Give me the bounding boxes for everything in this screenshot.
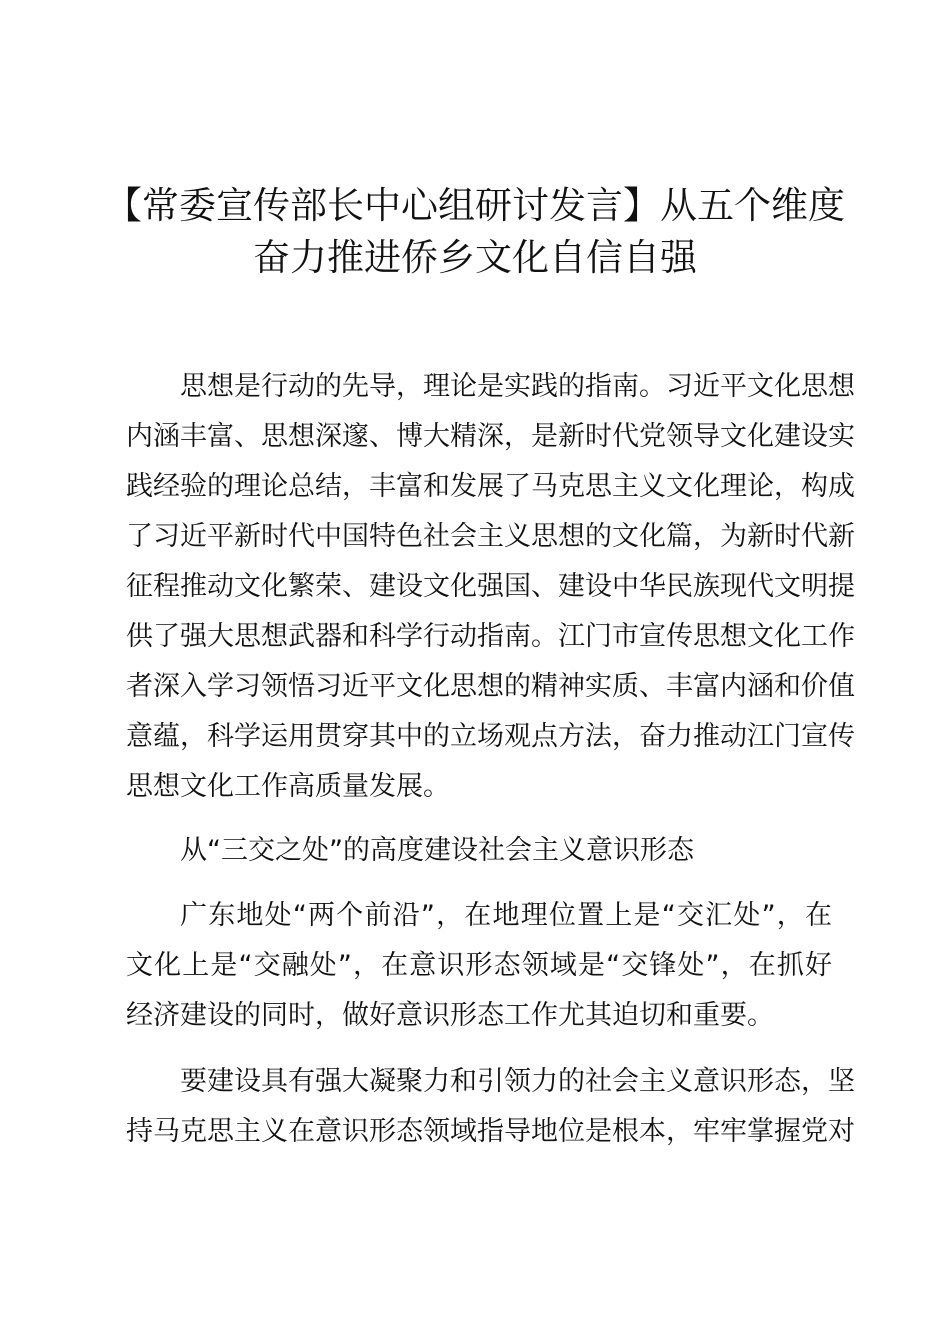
paragraph-ideology [126,1057,855,1157]
text-line: 经济建设的同时，做好意识形态工作尤其迫切和重要。 [126,1000,774,1031]
paragraph-intro [126,362,855,812]
text-line: 从“三交之处”的高度建设社会主义意识形态 [180,835,694,866]
text-line: 了习近平新时代中国特色社会主义思想的文化篇，为新时代新 [126,521,855,552]
title-line: 奋力推进侨乡文化自信自强 [253,236,697,279]
text-line: 内涵丰富、思想深邃、博大精深，是新时代党领导文化建设实 [126,421,855,452]
text-line: 意蕴，科学运用贯穿其中的立场观点方法，奋力推动江门宣传 [126,721,855,752]
text-line: 征程推动文化繁荣、建设文化强国、建设中华民族现代文明提 [126,571,855,602]
text-line: 思想文化工作高质量发展。 [126,771,450,802]
text-line: 广东地处“两个前沿”，在地理位置上是“交汇处”，在 [180,900,832,931]
section-heading [126,826,832,876]
text-line: 要建设具有强大凝聚力和引领力的社会主义意识形态，坚 [180,1066,855,1097]
text-line: 者深入学习领悟习近平文化思想的精神实质、丰富内涵和价值 [126,671,855,702]
text-line: 思想是行动的先导，理论是实践的指南。习近平文化思想 [180,371,855,402]
document-title [60,180,890,284]
title-line: 【常委宣传部长中心组研讨发言】从五个维度 [105,184,845,227]
text-line: 持马克思主义在意识形态领域指导地位是根本，牢牢掌握党对 [126,1116,855,1147]
text-line: 供了强大思想武器和科学行动指南。江门市宣传思想文化工作 [126,621,855,652]
text-line: 文化上是“交融处”，在意识形态领域是“交锋处”，在抓好 [126,950,832,981]
text-line: 践经验的理论总结，丰富和发展了马克思主义文化理论，构成 [126,471,855,502]
paragraph-guangdong [126,891,832,1041]
